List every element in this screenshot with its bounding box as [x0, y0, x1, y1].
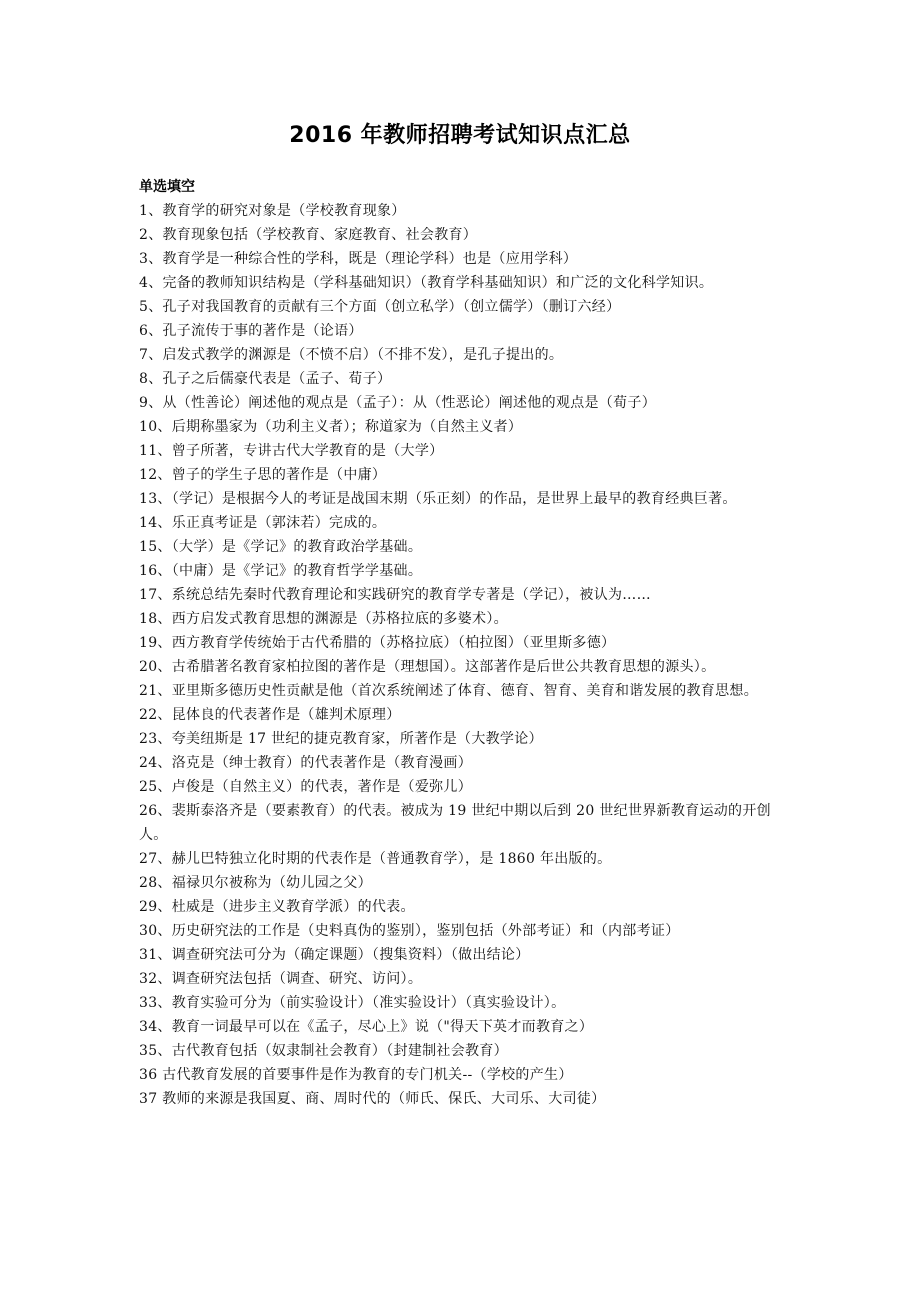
list-item: 33、教育实验可分为（前实验设计）（准实验设计）（真实验设计）。	[139, 995, 566, 1011]
list-item: 11、曾子所著，专讲古代大学教育的是（大学）	[139, 443, 444, 459]
document-body	[139, 175, 789, 1111]
list-item: 9、从（性善论）阐述他的观点是（孟子）：从（性恶论）阐述他的观点是（荀子）	[139, 395, 657, 411]
list-item: 15、（大学）是《学记》的教育政治学基础。	[139, 539, 423, 555]
list-item: 6、孔子流传于事的著作是（论语）	[139, 323, 363, 339]
list-item: 17、系统总结先秦时代教育理论和实践研究的教育学专著是（学记），被认为……	[139, 587, 651, 603]
list-item: 35、古代教育包括（奴隶制社会教育）（封建制社会教育）	[139, 1043, 508, 1059]
list-item: 14、乐正真考证是（郭沫若）完成的。	[139, 515, 387, 531]
list-item: 1、教育学的研究对象是（学校教育现象）	[139, 203, 406, 219]
list-item: 21、亚里斯多德历史性贡献是他（首次系统阐述了体育、德育、智育、美育和谐发展的教育思想。	[139, 683, 759, 699]
list-item: 32、调查研究法包括（调查、研究、访问）。	[139, 971, 423, 987]
list-item: 29、杜威是（进步主义教育学派）的代表。	[139, 899, 415, 915]
list-item: 8、孔子之后儒豪代表是（孟子、荀子）	[139, 371, 392, 387]
list-item: 27、赫儿巴特独立化时期的代表作是（普通教育学），是 1860 年出版的。	[139, 851, 612, 867]
section-heading: 单选填空	[139, 179, 195, 195]
list-item: 37 教师的来源是我国夏、商、周时代的（师氏、保氏、大司乐、大司徒）	[139, 1091, 606, 1107]
list-item: 7、启发式教学的渊源是（不愤不启）（不排不发），是孔子提出的。	[139, 347, 564, 363]
list-item: 18、西方启发式教育思想的渊源是（苏格拉底的多婆术）。	[139, 611, 508, 627]
list-item: 19、西方教育学传统始于古代希腊的（苏格拉底）（柏拉图）（亚里斯多德）	[139, 635, 616, 651]
list-item: 30、历史研究法的工作是（史料真伪的鉴别），鉴别包括（外部考证）和（内部考证）	[139, 923, 680, 939]
list-item: 4、完备的教师知识结构是（学科基础知识）（教育学科基础知识）和广泛的文化科学知识。	[139, 275, 714, 291]
list-item: 13、（学记）是根据今人的考证是战国末期（乐正刻）的作品，是世界上最早的教育经典巨著。	[139, 491, 737, 507]
list-item: 10、后期称墨家为（功利主义者）；称道家为（自然主义者）	[139, 419, 523, 435]
list-item: 34、教育一词最早可以在《孟子，尽心上》说（"得天下英才而教育之）	[139, 1019, 594, 1035]
list-item: 28、福禄贝尔被称为（幼儿园之父）	[139, 875, 372, 891]
document-title: 2016 年教师招聘考试知识点汇总	[289, 123, 631, 148]
list-item: 16、（中庸）是《学记》的教育哲学学基础。	[139, 563, 423, 579]
list-item: 22、昆体良的代表著作是（雄判术原理）	[139, 707, 401, 723]
list-item: 20、古希腊著名教育家柏拉图的著作是（理想国）。这部著作是后世公共教育思想的源头）。	[139, 659, 716, 675]
list-item: 26、裴斯泰洛齐是（要素教育）的代表。被成为 19 世纪中期以后到 20 世纪世界新教育运动的开创人。	[139, 803, 771, 843]
list-item: 3、教育学是一种综合性的学科，既是（理论学科）也是（应用学科）	[139, 251, 578, 267]
list-item: 23、夸美纽斯是 17 世纪的捷克教育家，所著作是（大教学论）	[139, 731, 543, 747]
list-item: 12、曾子的学生子思的著作是（中庸）	[139, 467, 387, 483]
list-item: 25、卢俊是（自然主义）的代表，著作是（爱弥儿）	[139, 779, 473, 795]
question-list	[139, 199, 789, 1111]
list-item: 24、洛克是（绅士教育）的代表著作是（教育漫画）	[139, 755, 473, 771]
list-item: 36 古代教育发展的首要事件是作为教育的专门机关--（学校的产生）	[139, 1067, 573, 1083]
list-item: 5、孔子对我国教育的贡献有三个方面（创立私学）（创立儒学）（删订六经）	[139, 299, 621, 315]
list-item: 2、教育现象包括（学校教育、家庭教育、社会教育）	[139, 227, 478, 243]
list-item: 31、调查研究法可分为（确定课题）（搜集资料）（做出结论）	[139, 947, 530, 963]
